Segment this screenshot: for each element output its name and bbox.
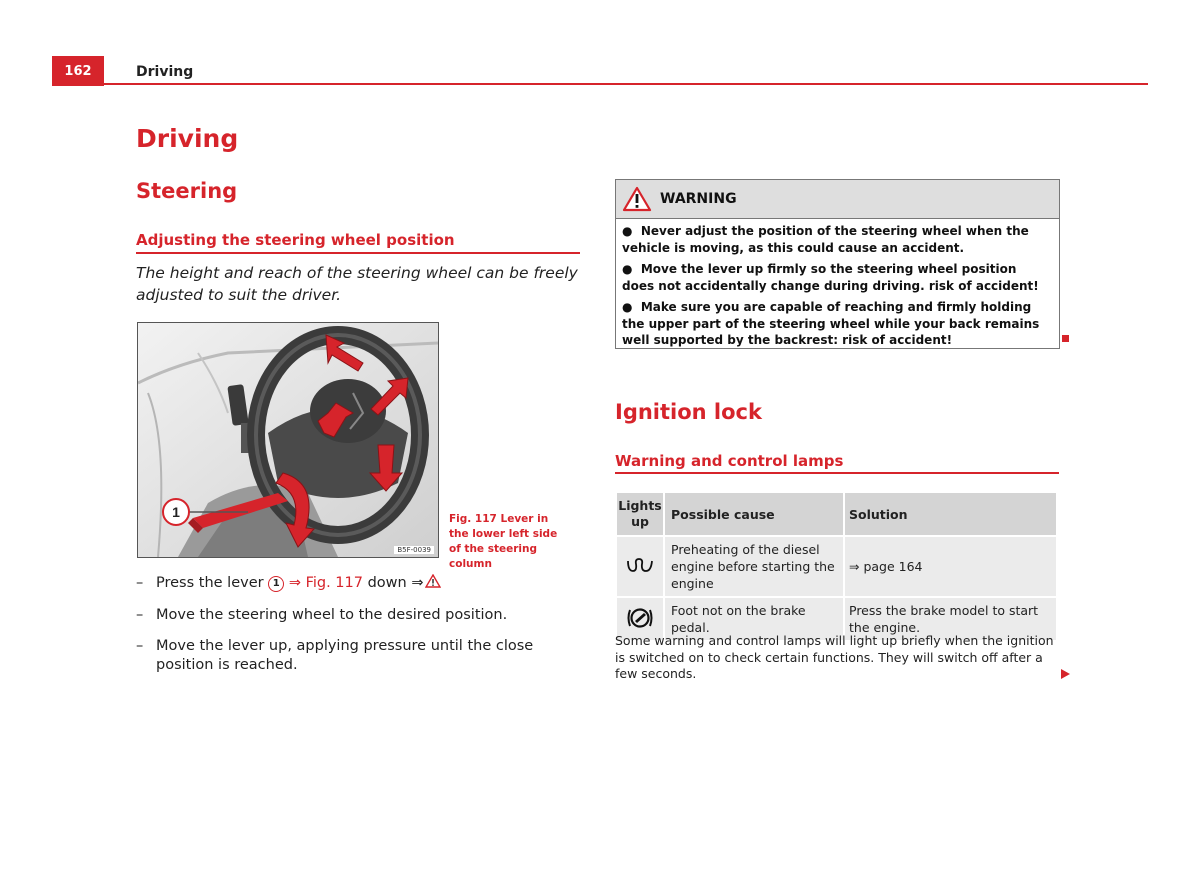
header-possible-cause: Possible cause <box>664 492 844 536</box>
continue-arrow-icon <box>1061 669 1070 679</box>
warning-item: ● Make sure you are capable of reaching and firmly holding the upper part of the steering wheel while your back remains well supported by the backrest: risk of accident! <box>622 300 1040 347</box>
step-3-text: Move the lever up, applying pressure until the close position is reached. <box>156 638 534 673</box>
figure-link[interactable]: ⇒ Fig. 117 <box>288 575 363 591</box>
warning-box <box>615 179 1060 349</box>
step-3 <box>136 637 581 675</box>
subsection-title-ignition: Ignition lock <box>615 400 762 424</box>
steering-wheel-illustration <box>138 323 438 557</box>
steering-column-figure <box>137 322 439 558</box>
step-1-text: Press the lever <box>156 575 269 591</box>
callout-ref: 1 <box>268 576 284 592</box>
lamp-cell <box>616 536 664 597</box>
intro-text: The height and reach of the steering wheel can be freely adjusted to suit the driver. <box>136 264 578 304</box>
page-link[interactable]: ⇒ page 164 <box>849 559 923 574</box>
warning-triangle-icon <box>622 186 652 212</box>
warning-item: ● Move the lever up firmly so the steering wheel position does not accidentally change during driving. risk of accident! <box>622 262 1039 293</box>
header-rule <box>104 83 1148 85</box>
figure-caption: Fig. 117 Lever in the lower left side of the steering column <box>449 513 558 570</box>
header-solution: Solution <box>844 492 1057 536</box>
solution-cell <box>844 536 1057 597</box>
step-dash: – <box>136 638 144 654</box>
warning-title: WARNING <box>660 191 737 207</box>
topic-rule <box>136 252 580 254</box>
end-of-section-marker <box>1062 335 1069 342</box>
solution-cell: Press the brake model to start the engine. <box>844 597 1057 641</box>
step-dash: – <box>136 607 144 623</box>
step-dash: – <box>136 575 144 591</box>
step-1-suffix: down ⇒ <box>362 575 424 591</box>
step-2 <box>136 606 581 625</box>
figure-code: B5F-0039 <box>394 546 434 554</box>
warning-triangle-icon[interactable] <box>425 574 441 588</box>
topic-rule <box>615 472 1059 474</box>
header-lights-up: Lights up <box>616 492 664 536</box>
warning-header <box>616 180 1059 219</box>
running-head: Driving <box>136 64 194 80</box>
lamps-table <box>615 491 1058 642</box>
page-number: 162 <box>52 56 104 86</box>
subsection-title-steering: Steering <box>136 179 238 203</box>
cause-cell: Foot not on the brake pedal. <box>664 597 844 641</box>
step-1 <box>136 574 581 593</box>
lamps-note: Some warning and control lamps will light up briefly when the ignition is switched on to check certain functions. They will switch off after a few seconds. <box>615 633 1054 681</box>
topic-title-lamps: Warning and control lamps <box>615 452 844 470</box>
step-2-text: Move the steering wheel to the desired position. <box>156 607 508 623</box>
callout-number: 1 <box>172 504 180 520</box>
brake-pedal-icon <box>627 607 653 629</box>
section-title: Driving <box>136 124 239 153</box>
glow-plug-icon <box>626 557 654 573</box>
cause-cell: Preheating of the diesel engine before starting the engine <box>664 536 844 597</box>
topic-title-steering-adjust: Adjusting the steering wheel position <box>136 231 455 249</box>
table-row <box>616 536 1057 597</box>
table-header-row <box>616 492 1057 536</box>
warning-item: ● Never adjust the position of the steering wheel when the vehicle is moving, as this could cause an accident. <box>622 224 1029 255</box>
